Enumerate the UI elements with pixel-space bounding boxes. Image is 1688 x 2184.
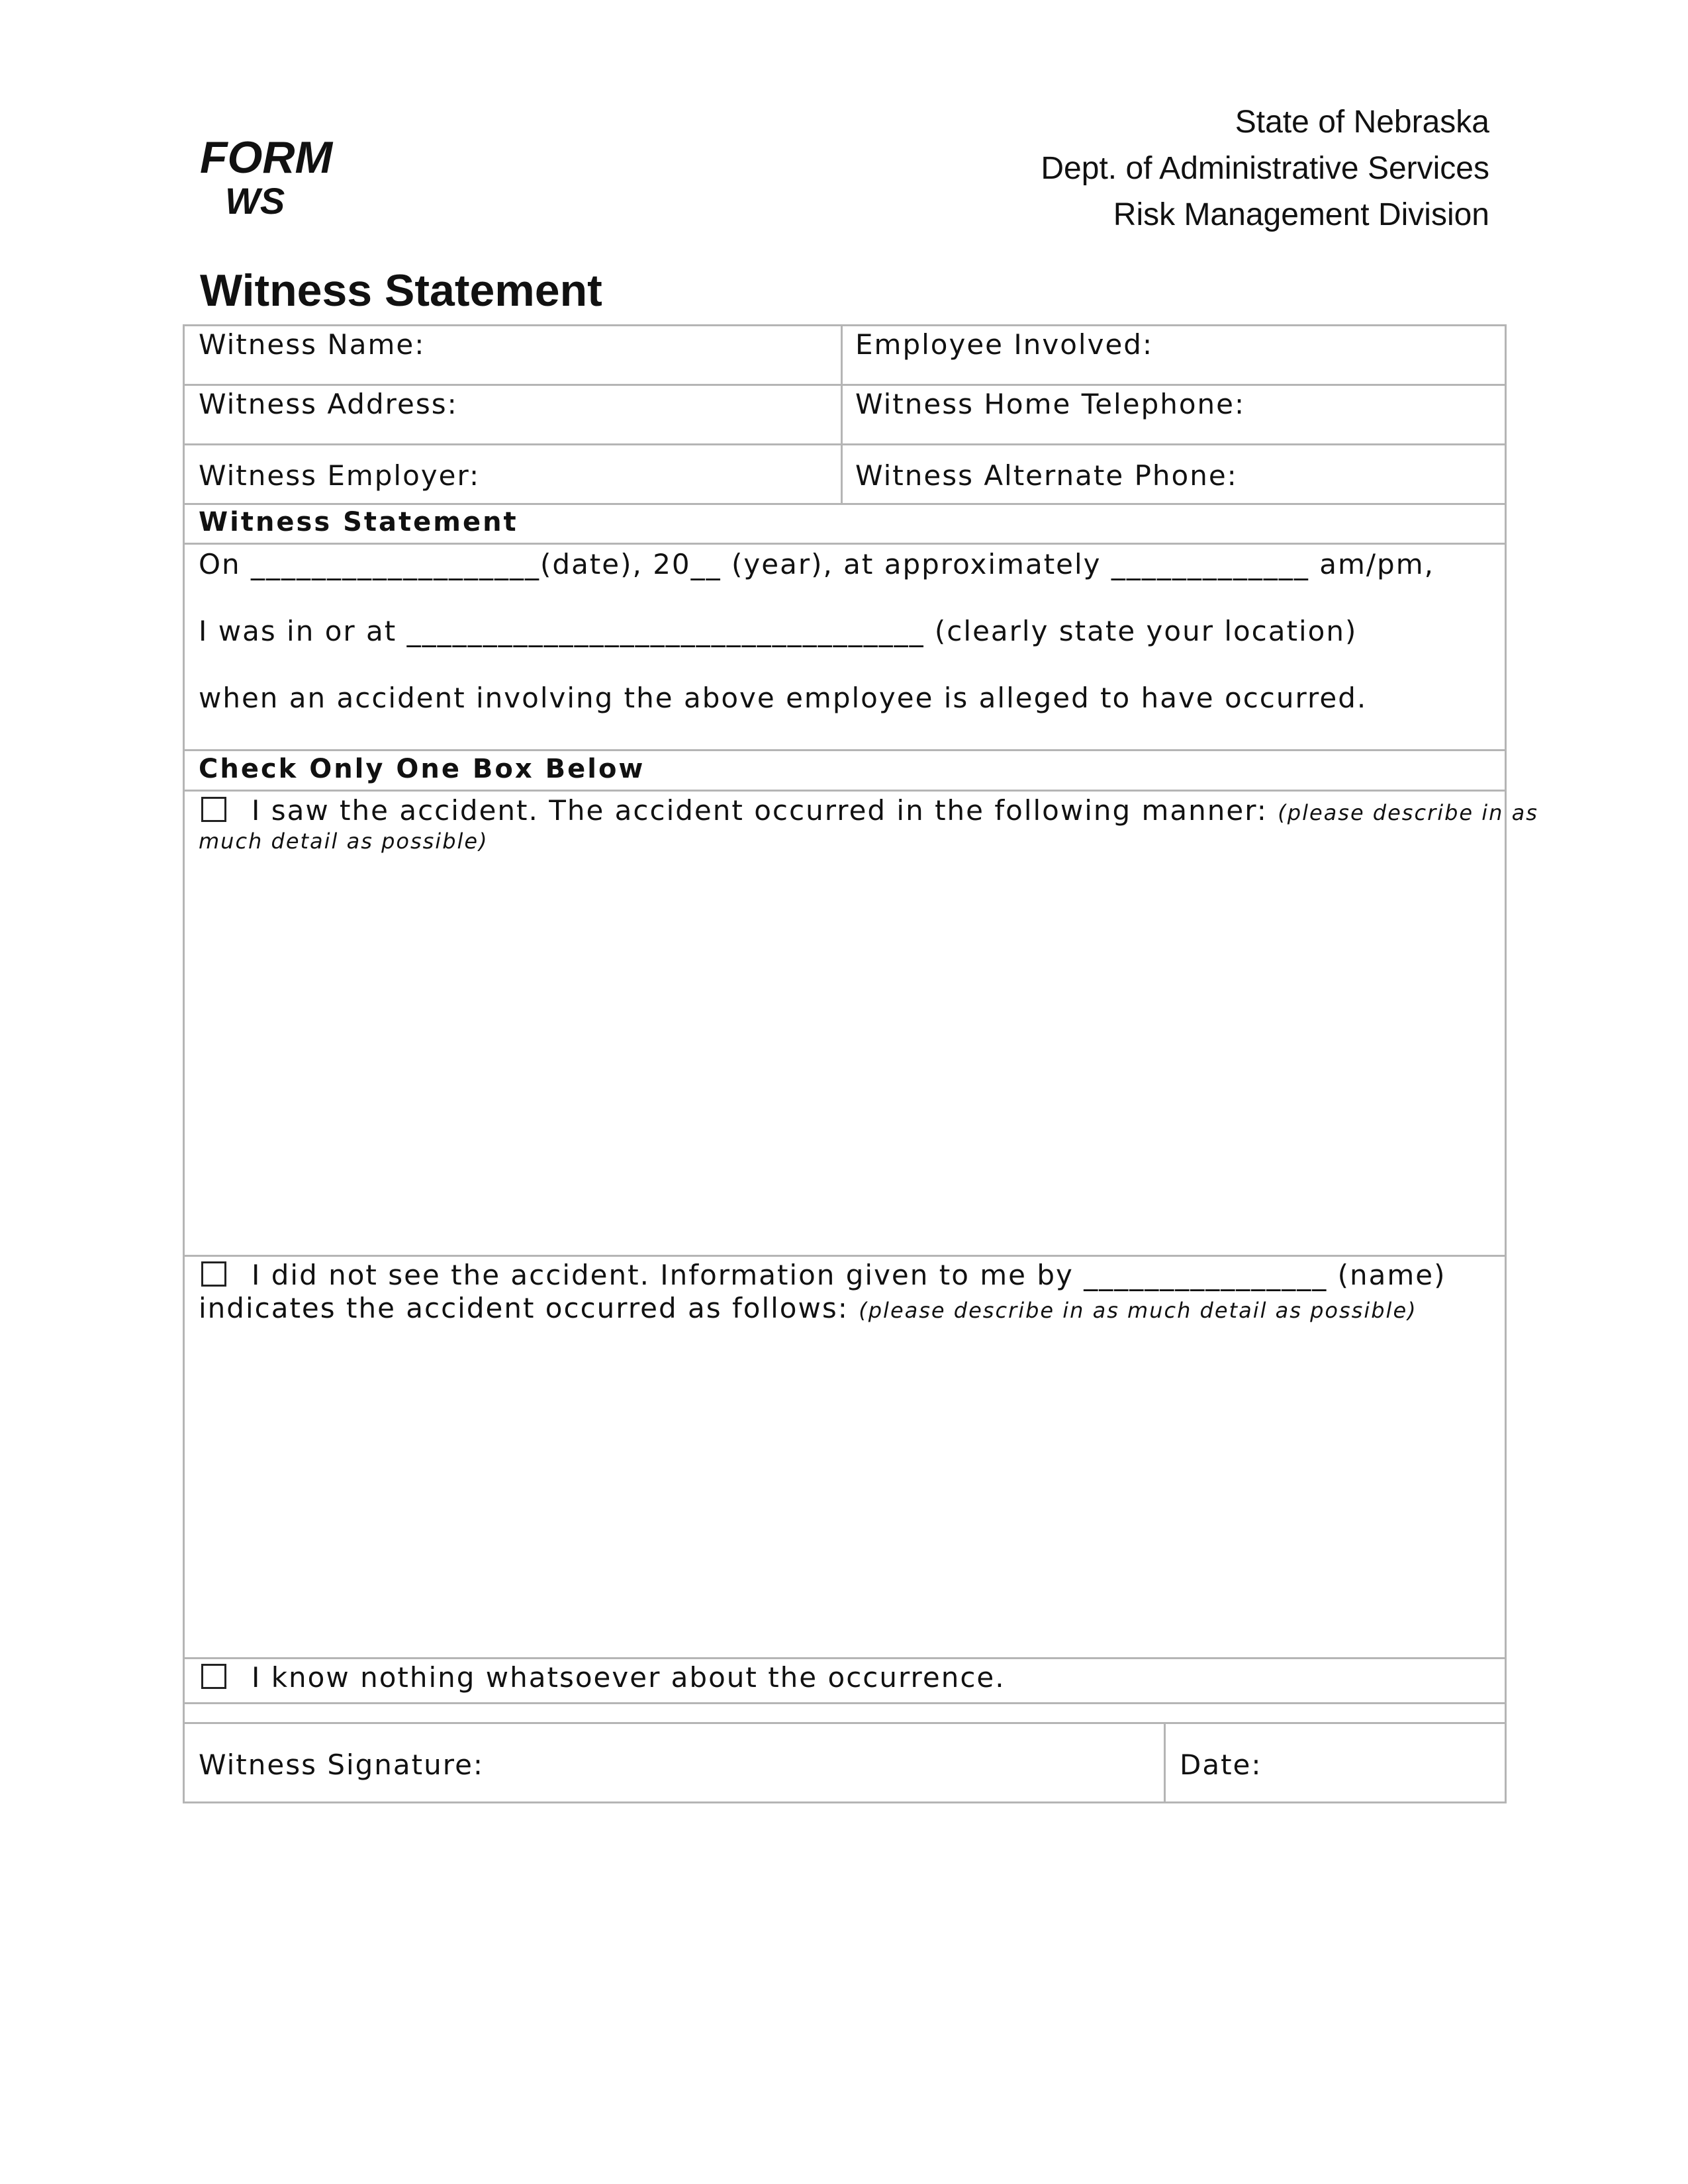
rule-option3 xyxy=(183,1702,1507,1704)
witness-address-field[interactable]: Witness Address: xyxy=(199,388,458,420)
saw-accident-label xyxy=(252,794,1538,827)
agency-block xyxy=(1041,99,1489,238)
check-heading: Check Only One Box Below xyxy=(199,754,645,784)
rule-statement-head xyxy=(183,543,1507,545)
saw-accident-checkbox[interactable] xyxy=(201,797,226,822)
saw-accident-description-area[interactable] xyxy=(192,860,1496,1244)
divider-signature xyxy=(1164,1722,1166,1801)
form-code-block xyxy=(200,132,333,222)
agency-department: Dept. of Administrative Services xyxy=(1041,151,1489,186)
witness-name-field[interactable]: Witness Name: xyxy=(199,328,426,361)
divider-info xyxy=(841,324,843,503)
rule-check-head xyxy=(183,790,1507,792)
agency-division: Risk Management Division xyxy=(1113,197,1489,232)
witness-alternate-phone-field[interactable]: Witness Alternate Phone: xyxy=(855,459,1238,492)
know-nothing-label: I know nothing whatsoever about the occurrence. xyxy=(252,1661,1006,1694)
saw-accident-note-continued: much detail as possible) xyxy=(199,829,489,854)
rule-row3 xyxy=(183,503,1507,505)
witness-employer-field[interactable]: Witness Employer: xyxy=(199,459,481,492)
employee-involved-field[interactable]: Employee Involved: xyxy=(855,328,1154,361)
saw-accident-note: (please describe in as xyxy=(1278,800,1538,825)
rule-row2 xyxy=(183,443,1507,445)
rule-option1 xyxy=(183,1255,1507,1257)
did-not-see-label: I did not see the accident. Information given to me by ________________ (name) xyxy=(252,1259,1446,1291)
agency-state: State of Nebraska xyxy=(1235,105,1489,140)
did-not-see-text: indicates the accident occurred as follows: xyxy=(199,1292,849,1324)
witness-home-telephone-field[interactable]: Witness Home Telephone: xyxy=(855,388,1246,420)
statement-line-date[interactable]: On ___________________(date), 20__ (year), at approximately _____________ am/pm, xyxy=(199,548,1434,580)
rule-option2 xyxy=(183,1657,1507,1659)
know-nothing-checkbox[interactable] xyxy=(201,1664,226,1689)
did-not-see-note: (please describe in as much detail as possible) xyxy=(859,1298,1417,1323)
saw-accident-text: I saw the accident. The accident occurred in the following manner: xyxy=(252,794,1268,827)
rule-spacer xyxy=(183,1722,1507,1724)
statement-line-occurred: when an accident involving the above employee is alleged to have occurred. xyxy=(199,682,1368,714)
witness-signature-field[interactable]: Witness Signature: xyxy=(199,1749,485,1781)
did-not-see-label-continued xyxy=(199,1292,1417,1324)
form-code: WS xyxy=(225,180,285,222)
did-not-see-checkbox[interactable] xyxy=(201,1261,226,1287)
signature-date-field[interactable]: Date: xyxy=(1180,1749,1262,1781)
statement-line-location[interactable]: I was in or at __________________________________ (clearly state your location) xyxy=(199,615,1358,647)
did-not-see-description-area[interactable] xyxy=(192,1330,1496,1648)
rule-statement-body xyxy=(183,749,1507,751)
rule-row1 xyxy=(183,384,1507,386)
form-label: FORM xyxy=(200,132,333,183)
rule-bottom xyxy=(183,1801,1507,1803)
statement-heading: Witness Statement xyxy=(199,507,518,537)
document-title: Witness Statement xyxy=(200,265,602,316)
rule-top xyxy=(183,324,1507,326)
